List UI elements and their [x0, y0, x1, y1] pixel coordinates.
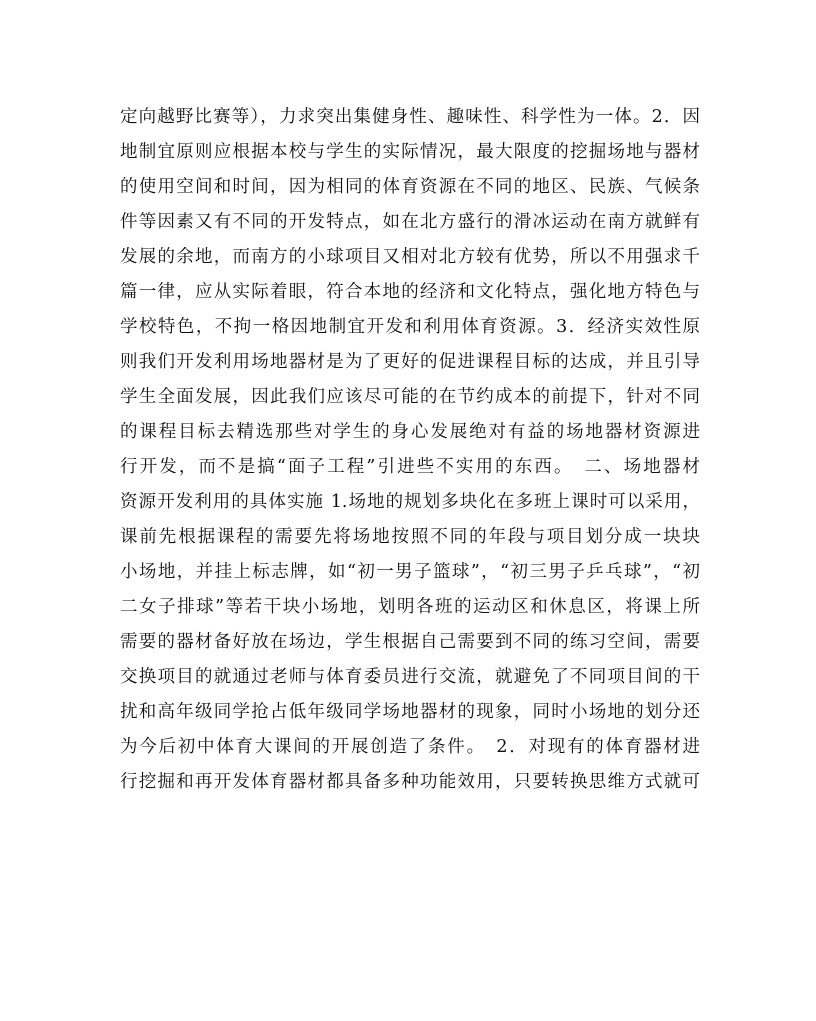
text-line: 小场地，并挂上标志牌，如“初一男子篮球”，“初三男子乒乓球”，“初 — [120, 562, 700, 582]
text-line: 学校特色，不拘一格因地制宜开发和利用体育资源。3．经济实效性原 — [120, 317, 700, 337]
text-line: 行挖掘和再开发体育器材都具备多种功能效用，只要转换思维方式就可 — [120, 772, 700, 792]
text-line: 需要的器材备好放在场边，学生根据自己需要到不同的练习空间，需要 — [120, 632, 700, 652]
text-line: 地制宜原则应根据本校与学生的实际情况，最大限度的挖掘场地与器材 — [120, 142, 700, 162]
body-text — [120, 100, 700, 800]
text-line: 扰和高年级同学抢占低年级同学场地器材的现象，同时小场地的划分还 — [120, 702, 700, 722]
text-line: 定向越野比赛等），力求突出集健身性、趣味性、科学性为一体。2．因 — [120, 107, 700, 127]
text-line: 的使用空间和时间，因为相同的体育资源在不同的地区、民族、气候条 — [120, 177, 700, 197]
text-line: 为今后初中体育大课间的开展创造了条件。 2．对现有的体育器材进 — [120, 737, 700, 757]
text-line: 资源开发利用的具体实施 1.场地的规划多块化在多班上课时可以采用， — [120, 492, 700, 512]
text-line: 二女子排球”等若干块小场地，划明各班的运动区和休息区，将课上所 — [120, 597, 700, 617]
text-line: 学生全面发展，因此我们应该尽可能的在节约成本的前提下，针对不同 — [120, 387, 700, 407]
text-line: 行开发，而不是搞“面子工程”引进些不实用的东西。 二、场地器材 — [120, 457, 700, 477]
text-line: 的课程目标去精选那些对学生的身心发展绝对有益的场地器材资源进 — [120, 422, 700, 442]
text-line: 件等因素又有不同的开发特点，如在北方盛行的滑冰运动在南方就鲜有 — [120, 212, 700, 232]
text-line: 发展的余地，而南方的小球项目又相对北方较有优势，所以不用强求千 — [120, 247, 700, 267]
text-line: 交换项目的就通过老师与体育委员进行交流，就避免了不同项目间的干 — [120, 667, 700, 687]
text-line: 课前先根据课程的需要先将场地按照不同的年段与项目划分成一块块 — [120, 527, 700, 547]
text-line: 则我们开发利用场地器材是为了更好的促进课程目标的达成，并且引导 — [120, 352, 700, 372]
text-line: 篇一律，应从实际着眼，符合本地的经济和文化特点，强化地方特色与 — [120, 282, 700, 302]
